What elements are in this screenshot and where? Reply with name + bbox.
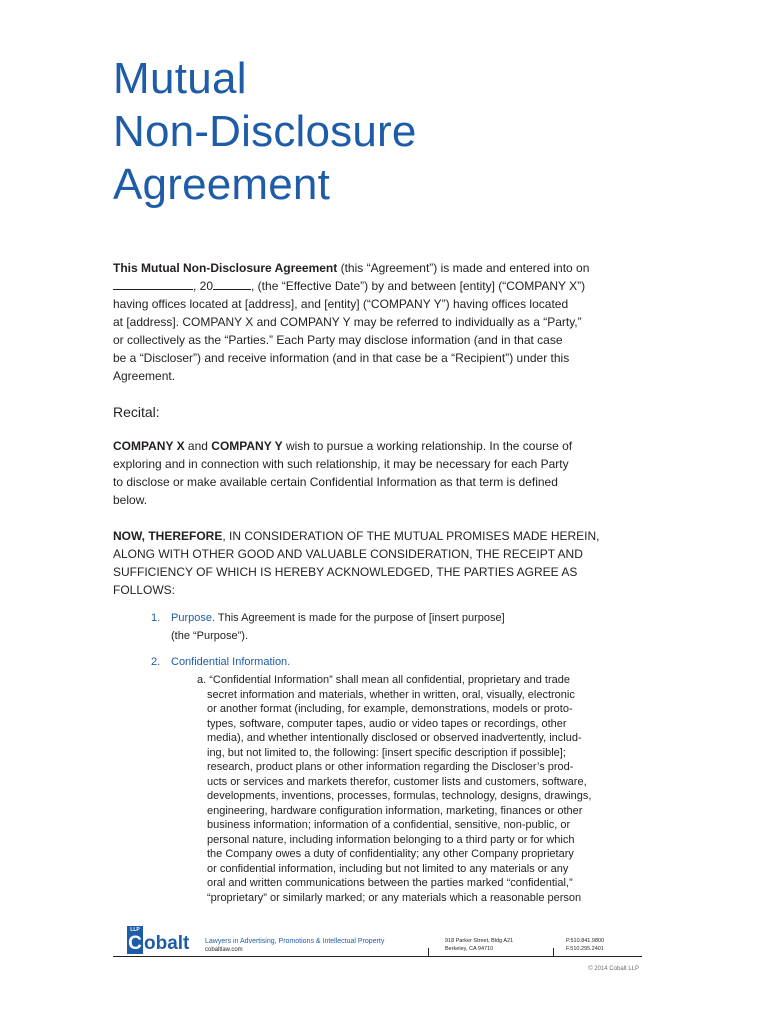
- firm-address: [445, 937, 513, 953]
- intro-line: at [address]. COMPANY X and COMPANY Y may be referred to individually as a “Party,”: [113, 315, 582, 329]
- subsection-line: the Company owes a duty of confidentiality; any other Company proprietary: [207, 848, 574, 860]
- subsection-line: business information; information of a confidential, sensitive, non-public, or: [207, 819, 571, 831]
- cobalt-logo: [113, 926, 195, 954]
- recital-text: wish to pursue a working relationship. In the course of: [282, 439, 573, 453]
- company-x-label: COMPANY X: [113, 439, 185, 453]
- subsection-line: oral and written communications between the parties marked “confidential,”: [207, 877, 573, 889]
- copyright-notice: © 2014 Cobalt LLP: [588, 966, 639, 972]
- subsection-line: or confidential information, including but not limited to any materials or any: [207, 862, 569, 875]
- document-title: [113, 52, 417, 211]
- subsection-line: or another format (including, for example, demonstrations, models or proto-: [207, 703, 573, 715]
- logo-c: C: [128, 933, 142, 954]
- footer-rule: [113, 956, 642, 957]
- recital-paragraph: [113, 437, 639, 509]
- firm-contact: [566, 937, 604, 953]
- intro-line: be a “Discloser”) and receive information (and in that case be a “Recipient”) under this: [113, 351, 570, 365]
- subsection-line: developments, inventions, processes, formulas, technology, designs, drawings,: [207, 790, 592, 802]
- page-footer: [113, 922, 642, 958]
- section-purpose: [151, 609, 639, 645]
- recital-heading: Recital:: [113, 404, 160, 420]
- subsection-line: a. “Confidential Information” shall mean all confidential, proprietary and trade: [197, 674, 570, 686]
- intro-text-1: (this “Agreement”) is made and entered into on: [337, 261, 590, 275]
- subsection-line: research, product plans or other information regarding the Discloser’s prod-: [207, 761, 574, 773]
- phone-number: P.510.841.9800: [566, 938, 605, 944]
- intro-text-3: , (the “Effective Date”) by and between [entity] (“COMPANY X”): [251, 279, 586, 293]
- now-therefore-line: SUFFICIENCY OF WHICH IS HEREBY ACKNOWLEDGED, THE PARTIES AGREE AS: [113, 565, 578, 579]
- title-line-2: Non-Disclosure: [113, 107, 417, 156]
- intro-paragraph: [113, 259, 639, 385]
- section-heading: Purpose.: [171, 612, 216, 624]
- subsection-line: personal nature, including information belonging to a third party or for which: [207, 833, 575, 846]
- title-line-1: Mutual: [113, 54, 247, 103]
- subsection-line: types, software, computer tapes, audio or video tapes or recordings, other: [207, 717, 567, 730]
- intro-line: having offices located at [address], and [entity] (“COMPANY Y”) having offices located: [113, 297, 569, 311]
- subsection-line: secret information and materials, whether in written, oral, visually, electronic: [207, 688, 575, 701]
- intro-line: Agreement.: [113, 369, 176, 383]
- subsection-line: “proprietary” or similarly marked; or any materials which a reasonable person: [207, 891, 582, 904]
- intro-line: or collectively as the “Parties.” Each Party may disclose information (and in that case: [113, 333, 563, 347]
- subsection-line: engineering, hardware configuration information, marketing, finances or other: [207, 804, 583, 817]
- recital-line: exploring and in connection with such relationship, it may be necessary for each Party: [113, 457, 569, 471]
- company-y-label: COMPANY Y: [211, 439, 283, 453]
- firm-tagline: Lawyers in Advertising, Promotions & Intellectual Property: [205, 938, 385, 945]
- subsection-a: [197, 673, 612, 905]
- title-line-3: Agreement: [113, 160, 331, 209]
- subsection-line: media), and whether intentionally disclosed or observed inadvertently, includ-: [207, 732, 582, 744]
- intro-bold-lead: This Mutual Non-Disclosure Agreement: [113, 261, 338, 275]
- logo-wordmark: obalt: [144, 933, 190, 954]
- now-therefore-line: FOLLOWS:: [113, 583, 176, 597]
- now-therefore-lead: NOW, THEREFORE: [113, 529, 223, 543]
- firm-website-link[interactable]: cobaltlaw.com: [205, 947, 243, 953]
- recital-and: and: [184, 439, 212, 453]
- numbered-sections: [151, 609, 639, 671]
- year-blank[interactable]: [213, 278, 251, 290]
- section-heading: Confidential Information.: [171, 656, 291, 668]
- intro-text-2: , 20: [193, 279, 214, 293]
- logo-llp: LLP: [127, 926, 143, 934]
- recital-line: below.: [113, 493, 148, 507]
- recital-line: to disclose or make available certain Confidential Information as that term is defined: [113, 475, 558, 489]
- document-body: [113, 259, 639, 905]
- address-line: Berkeley, CA 94710: [445, 946, 494, 952]
- address-line: 918 Parker Street, Bldg A21: [445, 938, 514, 944]
- section-number: 2.: [151, 656, 161, 668]
- now-therefore-paragraph: [113, 527, 639, 599]
- section-text: (the “Purpose”).: [171, 630, 249, 642]
- subsection-line: ucts or services and markets therefor, customer lists and customers, software,: [207, 775, 587, 788]
- date-blank[interactable]: [113, 278, 193, 290]
- now-therefore-text: , IN CONSIDERATION OF THE MUTUAL PROMISES MADE HEREIN,: [222, 529, 600, 543]
- subsection-line: ing, but not limited to, the following: [insert specific description if possible];: [207, 746, 566, 759]
- section-text: This Agreement is made for the purpose of [insert purpose]: [215, 612, 505, 624]
- fax-number: F.510.295.2401: [566, 946, 604, 952]
- now-therefore-line: ALONG WITH OTHER GOOD AND VALUABLE CONSIDERATION, THE RECEIPT AND: [113, 547, 583, 561]
- section-number: 1.: [151, 612, 161, 624]
- section-confidential-information: [151, 653, 639, 671]
